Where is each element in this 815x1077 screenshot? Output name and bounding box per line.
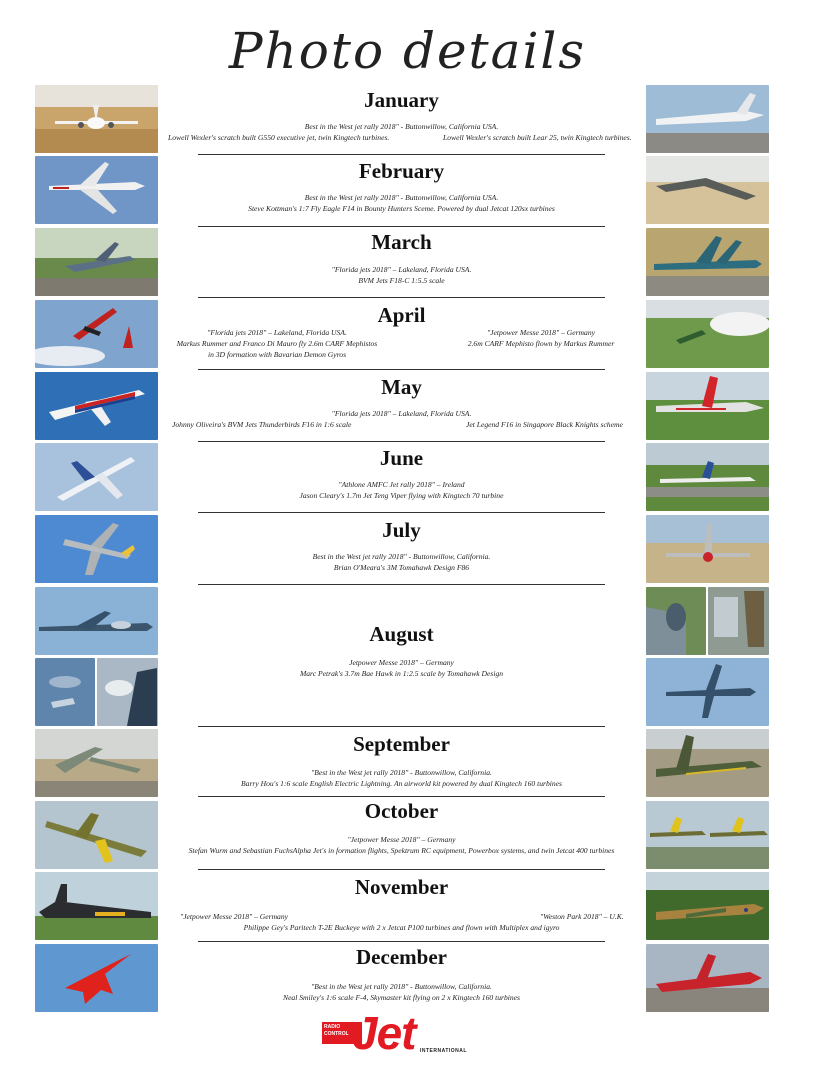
photo-thunderbirds-f16 [35, 372, 158, 440]
photo-hawk-cockpit [646, 587, 706, 655]
caption-april-left-detail-2: in 3D formation with Bavarian Demon Gyros [207, 350, 347, 359]
divider [198, 297, 605, 298]
month-heading-april: April [377, 303, 426, 327]
caption-june-detail: Jason Cleary's 1.7m Jet Teng Viper flying with Kingtech 70 turbine [299, 491, 504, 500]
photo-lightning-ground [646, 729, 769, 797]
logo-international-tag: INTERNATIONAL [420, 1048, 467, 1054]
photo-red-gnat [35, 944, 158, 1012]
photo-viper-runway [646, 443, 769, 511]
caption-august-detail: Marc Petrak's 3.7m Bae Hawk in 1:2.5 scale by Tomahawk Design [299, 669, 504, 678]
caption-august-event: Jetpower Messe 2018" – Germany [349, 658, 454, 667]
caption-july-detail: Brian O'Meara's 3M Tomahawk Design F86 [333, 563, 470, 572]
photo-f18-ground [646, 228, 769, 296]
logo-jet-word: Jet [352, 1007, 416, 1059]
photo-camo-jet [646, 872, 769, 940]
divider [198, 584, 605, 585]
month-heading-january: January [364, 88, 439, 112]
caption-january-left: Lowell Wexler's scratch built G550 executive jet, twin Kingtech turbines. [168, 133, 390, 142]
caption-july-event: Best in the West jet rally 2018" - Buttonwillow, California. [312, 552, 491, 561]
photo-alpha-jet-pair [646, 801, 769, 869]
photo-f16-black-knights [646, 372, 769, 440]
photo-f86-ground [646, 515, 769, 583]
caption-november-detail: Philippe Gey's Paritech T-2E Buckeye with 2 x Jetcat P100 turbines and flown with Multiplex and igyro [243, 923, 560, 932]
photo-hawk-detail-1 [35, 658, 95, 726]
caption-december-detail: Neal Smiley's 1:6 scale F-4, Skymaster kit flying on 2 x Kingtech 160 turbines [283, 993, 520, 1002]
month-heading-september: September [353, 732, 450, 756]
photo-lightning-landing [35, 729, 158, 797]
photo-f86 [35, 515, 158, 583]
month-heading-october: October [364, 799, 439, 823]
divider [198, 369, 605, 370]
photo-f4-red [646, 944, 769, 1012]
divider [198, 441, 605, 442]
month-heading-august: August [369, 622, 434, 646]
caption-february-event: Best in the West jet rally 2018" - Buttonwillow, California USA. [304, 193, 499, 202]
caption-february-detail: Steve Kottman's 1:7 Fly Eagle F14 in Bounty Hunters Sceme. Powered by dual Jetcat 120sx turbines [248, 204, 555, 213]
caption-april-left-event: "Florida jets 2018" – Lakeland, Florida USA. [207, 328, 347, 337]
photo-viper-jet [35, 443, 158, 511]
photo-bae-hawk [35, 587, 158, 655]
caption-october-detail: Stefan Wurm and Sebastian FuchsAlpha Jet's in formation flights, Spektrum RC equipment, Powerbox systems, and twin Jetcat 400 turbines [188, 846, 615, 855]
divider [198, 869, 605, 870]
caption-may-left: Johnny Oliveira's BVM Jets Thunderbirds F16 in 1:6 scale [172, 420, 352, 429]
photo-f18-takeoff [35, 228, 158, 296]
logo-radio-tag: RADIO CONTROL [322, 1022, 362, 1044]
divider [198, 726, 605, 727]
caption-april-right-detail: 2.6m CARF Mephisto flown by Markus Rummer [467, 339, 615, 348]
caption-november-right: "Weston Park 2018" – U.K. [540, 912, 624, 921]
divider [198, 796, 605, 797]
caption-january-right: Lowell Wexler's scratch built Lear 25, twin Kingtech turbines. [443, 133, 632, 142]
photo-g550-jet [35, 85, 158, 153]
caption-january-event: Best in the West jet rally 2018" - Buttonwillow, California USA. [304, 122, 499, 131]
divider [198, 154, 605, 155]
photo-mephisto-formation [35, 300, 158, 368]
jet-magazine-logo [322, 1007, 482, 1059]
caption-may-event: "Florida jets 2018" – Lakeland, Florida USA. [331, 409, 472, 418]
month-heading-june: June [379, 446, 424, 470]
month-heading-may: May [381, 375, 422, 399]
photo-f14 [35, 156, 158, 224]
month-heading-november: November [354, 875, 449, 899]
caption-november-left: "Jetpower Messe 2018" – Germany [180, 912, 289, 921]
caption-october-event: "Jetpower Messe 2018" – Germany [347, 835, 456, 844]
caption-march-event: "Florida jets 2018" – Lakeland, Florida USA. [331, 265, 472, 274]
caption-september-event: "Best in the West jet rally 2018" - Buttonwillow, California. [311, 768, 492, 777]
photo-mephisto-smoke [646, 300, 769, 368]
photo-hawk-flying [646, 658, 769, 726]
month-heading-december: December [356, 945, 447, 969]
caption-september-detail: Barry Hou's 1:6 scale English Electric Lightning. An airworld kit powered by dual Kingtech 160 turbines [241, 779, 562, 788]
caption-december-event: "Best in the West jet rally 2018" - Buttonwillow, California. [311, 982, 492, 991]
photo-buckeye [35, 872, 158, 940]
month-heading-march: March [371, 230, 432, 254]
caption-march-detail: BVM Jets F18-C 1:5.5 scale [358, 276, 445, 285]
page-title: Photo details [228, 22, 587, 80]
month-heading-february: February [358, 159, 445, 183]
divider [198, 941, 605, 942]
divider [198, 512, 605, 513]
caption-may-right: Jet Legend F16 in Singapore Black Knights scheme [466, 420, 623, 429]
photo-f14-ground [646, 156, 769, 224]
photo-alpha-jet [35, 801, 158, 869]
caption-april-right-event: "Jetpower Messe 2018" – Germany [486, 328, 596, 337]
divider [198, 226, 605, 227]
month-heading-july: July [382, 518, 421, 542]
photo-hawk-tail [708, 587, 769, 655]
caption-april-left-detail: Markus Rummer and Franco Di Mauro fly 2.6m CARF Mephistos [176, 339, 378, 348]
photo-lear25 [646, 85, 769, 153]
caption-june-event: "Athlone AMFC Jet rally 2018" – Ireland [338, 480, 465, 489]
photo-hawk-detail-2 [97, 658, 158, 726]
